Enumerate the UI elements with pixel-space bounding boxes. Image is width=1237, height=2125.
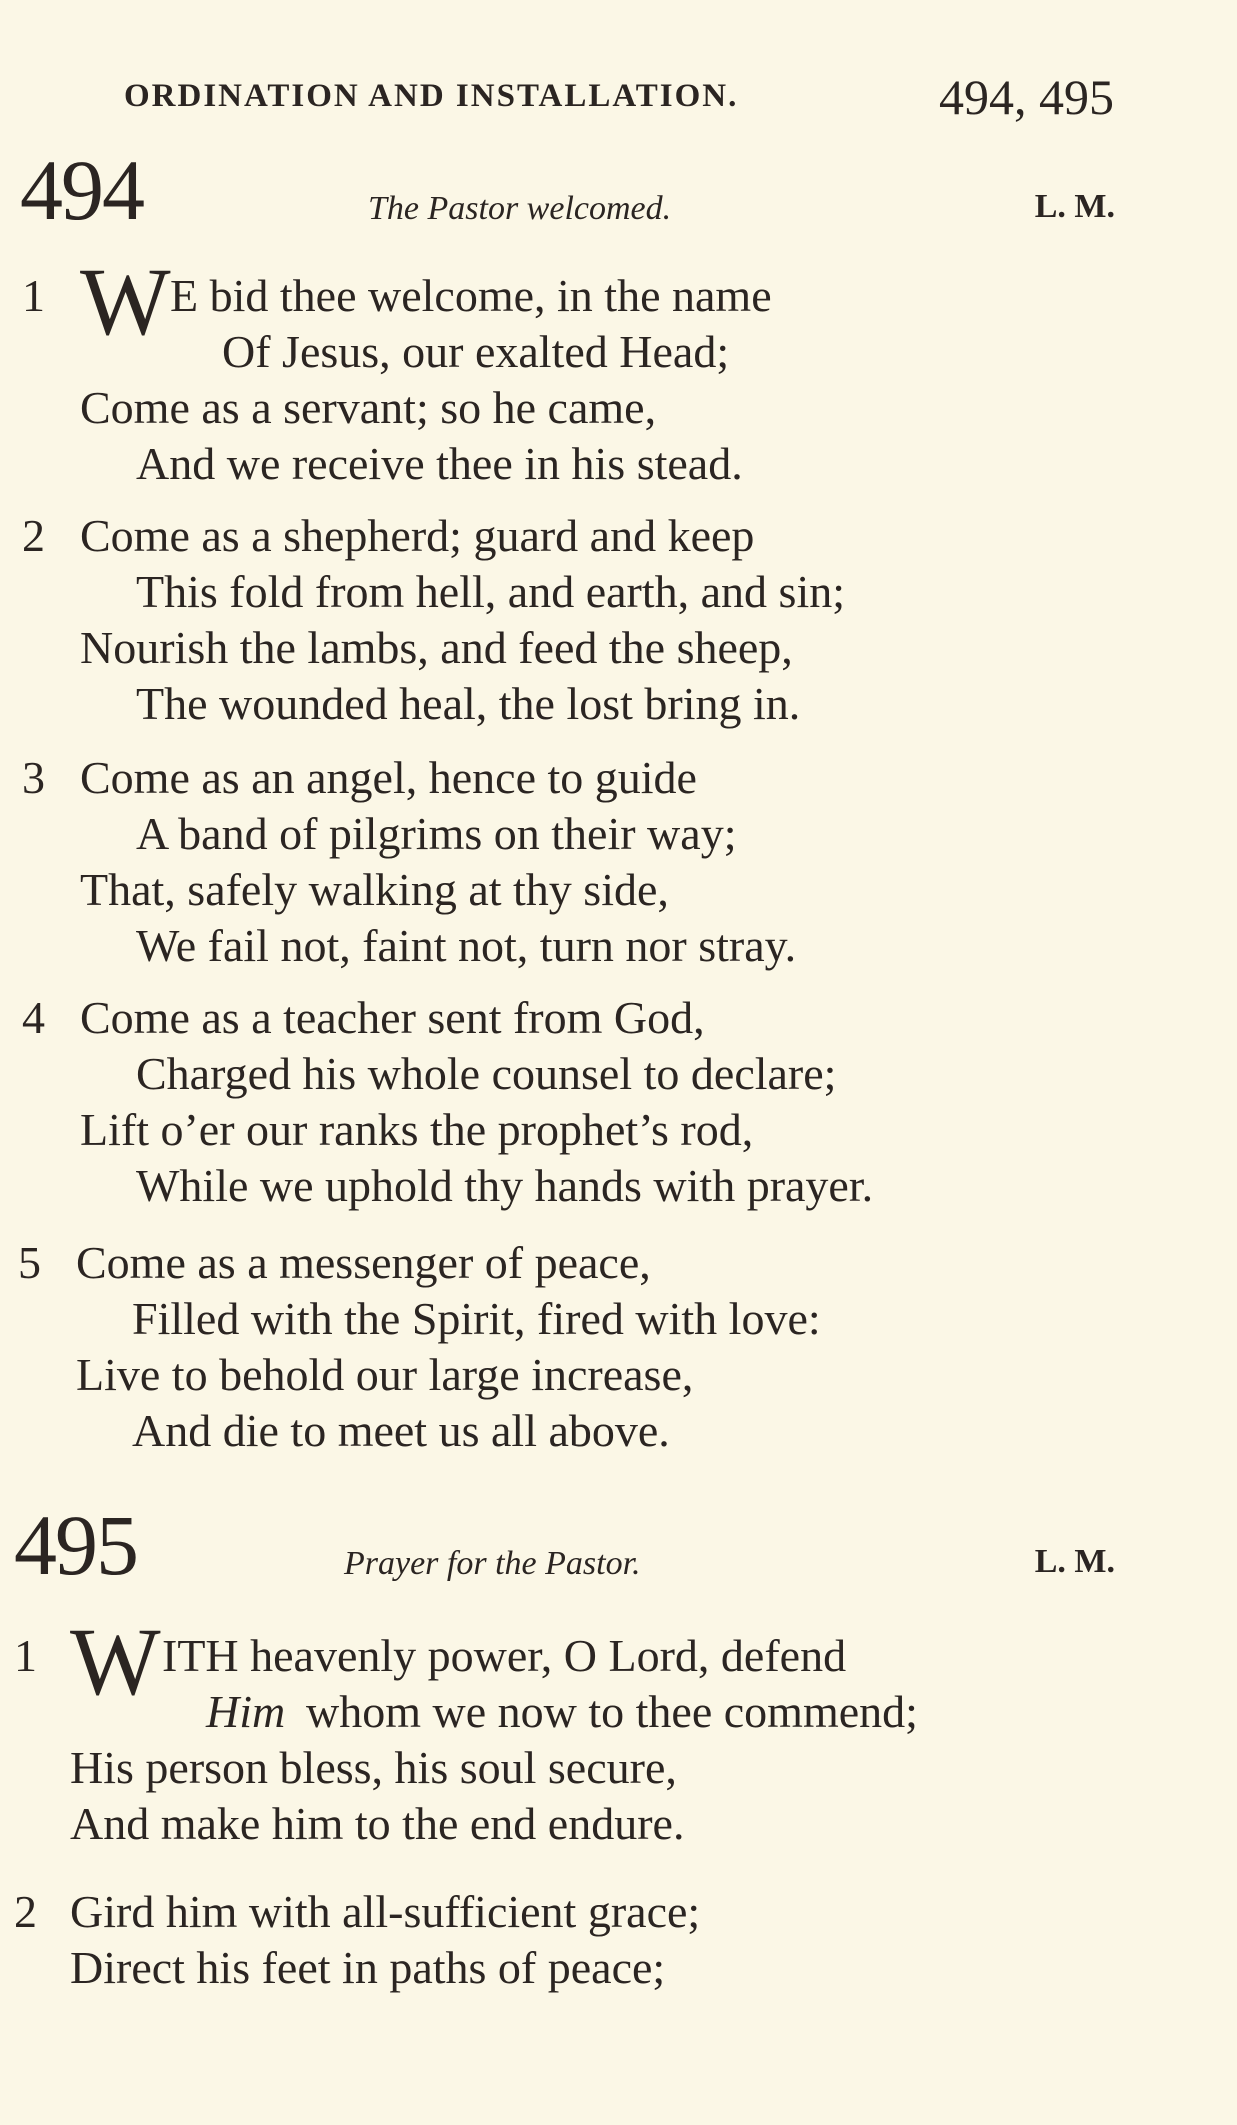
verse-number: 3 <box>22 752 45 803</box>
verse-line: The wounded heal, the lost bring in. <box>136 678 801 729</box>
verse-line: Come as a servant; so he came, <box>80 382 657 433</box>
hymn-subtitle: The Pastor welcomed. <box>368 190 672 227</box>
verse-line: ITH heavenly power, O Lord, defend <box>162 1630 847 1681</box>
verse-line: Charged his whole counsel to declare; <box>136 1048 837 1099</box>
verse-line: Of Jesus, our exalted Head; <box>222 326 730 377</box>
verse-line: E bid thee welcome, in the name <box>170 270 772 321</box>
verse-line: We fail not, faint not, turn nor stray. <box>136 920 797 971</box>
verse-line: His person bless, his soul secure, <box>70 1742 677 1793</box>
verse-line: Filled with the Spirit, fired with love: <box>132 1293 821 1344</box>
verse-line: And make him to the end endure. <box>70 1798 685 1849</box>
verse-line: Lift o’er our ranks the prophet’s rod, <box>80 1104 754 1155</box>
verse-number: 2 <box>14 1886 37 1937</box>
verse-line-italic-word: Him <box>206 1686 286 1737</box>
hymn-number: 494 <box>20 142 143 238</box>
hymn-number: 495 <box>14 1497 137 1593</box>
running-head-page-numbers: 494, 495 <box>939 69 1114 125</box>
verse-line: That, safely walking at thy side, <box>80 864 669 915</box>
verse-line: Come as a messenger of peace, <box>76 1237 651 1288</box>
verse-number: 4 <box>22 992 45 1043</box>
verse-number: 2 <box>22 510 45 561</box>
hymn-subtitle: Prayer for the Pastor. <box>344 1545 641 1582</box>
hymn-meter: L. M. <box>1034 1543 1115 1580</box>
verse-line: Come as a teacher sent from God, <box>80 992 705 1043</box>
verse-line: And we receive thee in his stead. <box>136 438 743 489</box>
verse-number: 1 <box>14 1630 37 1681</box>
verse-line: Come as a shepherd; guard and keep <box>80 510 755 561</box>
verse-line: This fold from hell, and earth, and sin; <box>136 566 846 617</box>
running-head <box>124 68 1114 128</box>
verse-line: A band of pilgrims on their way; <box>136 808 737 859</box>
verse-line: Nourish the lambs, and feed the sheep, <box>80 622 793 673</box>
verse-line: While we uphold thy hands with prayer. <box>136 1160 874 1211</box>
verse-number: 5 <box>18 1237 41 1288</box>
verse-number: 1 <box>22 270 45 321</box>
hymn-495-header <box>14 1497 1115 1593</box>
hymn-494-header <box>20 142 1115 238</box>
verse-line: Direct his feet in paths of peace; <box>70 1942 666 1993</box>
hymn-meter: L. M. <box>1034 188 1115 225</box>
drop-capital: W <box>80 248 171 355</box>
verse-line: And die to meet us all above. <box>132 1405 670 1456</box>
drop-capital: W <box>70 1608 161 1715</box>
verse-line: Gird him with all-sufficient grace; <box>70 1886 701 1937</box>
running-head-title: ORDINATION AND INSTALLATION. <box>124 78 739 114</box>
verse-line: Come as an angel, hence to guide <box>80 752 697 803</box>
verse-line: whom we now to thee commend; <box>306 1686 918 1737</box>
verse-line: Live to behold our large increase, <box>76 1349 694 1400</box>
